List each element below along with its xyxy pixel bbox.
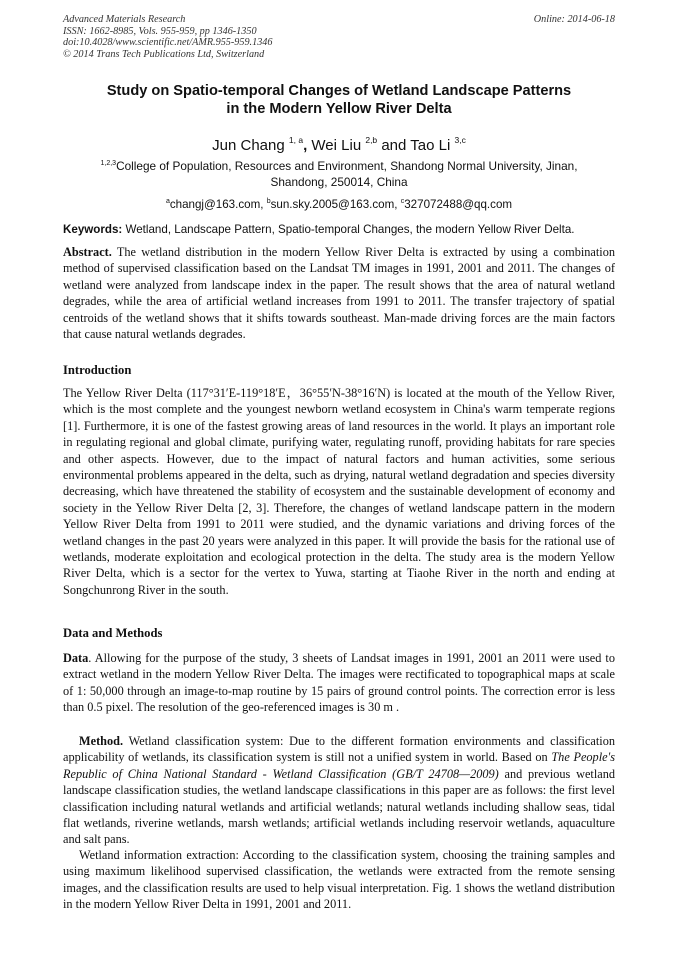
method-paragraph xyxy=(63,733,615,848)
title-line-1: Study on Spatio-temporal Changes of Wetland Landscape Patterns xyxy=(106,83,572,99)
keywords-text: Wetland, Landscape Pattern, Spatio-temporal Changes, the modern Yellow River Delta. xyxy=(122,223,575,236)
data-paragraph xyxy=(63,650,615,716)
email-b[interactable]: sun.sky.2005@163.com, xyxy=(270,198,401,211)
email-c-sup: c xyxy=(400,198,405,205)
author-and: and xyxy=(381,137,407,154)
author-3-name: Tao Li xyxy=(410,137,451,154)
author-1-sup: 1, a xyxy=(288,135,304,145)
issn-line: ISSN: 1662-8985, Vols. 955-959, pp 1346-1350 xyxy=(63,25,257,37)
author-2-name: Wei Liu xyxy=(311,137,362,154)
data-methods-heading: Data and Methods xyxy=(63,626,163,640)
author-1-name: Jun Chang xyxy=(212,137,285,154)
affiliation-line-1: College of Population, Resources and Environment, Shandong Normal University, Jinan, xyxy=(116,159,578,173)
email-a-sup: a xyxy=(165,198,170,205)
affiliation-line-2: Shandong, 250014, China xyxy=(270,175,408,189)
method-standard-title: The People's Republic of China National Standard - Wetland Classification (GB/T 24708—2009) xyxy=(63,750,615,781)
email-c[interactable]: 327072488@qq.com xyxy=(404,198,513,211)
email-a[interactable]: changj@163.com, xyxy=(169,198,267,211)
introduction-heading: Introduction xyxy=(63,363,132,377)
copyright-line: © 2014 Trans Tech Publications Ltd, Switzerland xyxy=(63,48,265,60)
journal-header xyxy=(63,14,615,60)
method-label: Method. xyxy=(79,734,124,748)
author-emails xyxy=(63,194,615,212)
title-line-2: in the Modern Yellow River Delta xyxy=(226,101,452,117)
doi-line: doi:10.4028/www.scientific.net/AMR.955-959.1346 xyxy=(63,37,273,49)
journal-name: Advanced Materials Research xyxy=(63,14,186,25)
keywords xyxy=(63,222,615,237)
keywords-label: Keywords: xyxy=(63,223,123,236)
extraction-paragraph: Wetland information extraction: According to the classification system, choosing the training samples and using maximum likelihood supervised classification, the wetlands were extracted from the remote sensing images, and the classification results are used to help visual interpretation. Fig. 1 shows the wetland distribution in the modern Yellow River Delta in 1991, 2001 and 2011. xyxy=(63,848,615,912)
affiliation-sup: 1,2,3 xyxy=(100,160,117,167)
author-2-sup: 2,b xyxy=(365,135,378,145)
abstract-text: The wetland distribution in the modern Yellow River Delta is extracted by using a combination method of supervised classification based on the Landsat TM images in 1991, 2001 and 2011. The changes of wetland were analyzed from landscape index in the paper. The result shows that the area of natural wetland degrades, while the area of artificial wetland increases from 1991 to 2011. The transfer trajectory of spatial centroids of the wetland shows that it shifts towards southeast. Man-made driving forces are the main factors that cause natural wetlands degrades. xyxy=(63,245,615,342)
method-text-2: and previous wetland landscape classification studies, the wetland landscape classifications in this paper are as follows: the first level classification including natural wetlands and artificial wetlands; natural wetlands including shallow seas, tidal flat wetlands, riverine wetlands, marsh wetlands; artificial wetlands including reservoir wetlands, aquaculture and salt pans. xyxy=(63,766,615,847)
method-text-1: Wetland classification system: Due to the different formation environments and classification applicability of wetlands, its classification system is still not a unified system in world. Based on xyxy=(63,734,615,765)
affiliation xyxy=(63,156,615,190)
author-list: Jun Chang $^{1, a}$, Wei Liu $^{2,b}$ and Tao Li $^{3,c}$ xyxy=(212,135,466,154)
author-3-sup: 3,c xyxy=(454,135,466,145)
abstract-label: Abstract. xyxy=(63,245,112,259)
email-b-sup: b xyxy=(266,198,271,205)
data-label: Data xyxy=(63,651,89,665)
online-date: Online: 2014-06-18 xyxy=(533,14,615,25)
data-text: . Allowing for the purpose of the study, 3 sheets of Landsat images in 1991, 2001 an 2011 were used to extract wetland in the modern Yellow River Delta. The images were rectificated to topographical maps at scale of 1: 50,000 through an image-to-map routine by 15 pairs of ground control points. The correction error is less than 0.5 pixel. The resolution of the geo-referenced images is 30 m . xyxy=(63,651,615,715)
paper-title xyxy=(63,82,615,118)
introduction-paragraph: The Yellow River Delta (117°31′E-119°18′E，36°55′N-38°16′N) is located at the mouth of the Yellow River, which is the most complete and the youngest newborn wetland ecosystem in China's warm temperate regions [1]. Furthermore, it is one of the fastest growing areas of land resources in the world. It plays an important role in regulating regional and global climate, purifying water, regulating runoff, providing habitats for rare species and other aspects. However, due to the impact of natural factors and human activities, some serious environmental problems appeared in the delta, such as drying, natural wetland degradation and species diversity decreasing, which have threatened the stability of ecosystem and the sustainable development of economy and society in the Yellow River Delta [2, 3]. Therefore, the changes of wetland landscape pattern in the modern Yellow River Delta from 1991 to 2011 were studied, and the dynamic variations and driving forces of the wetland changes in the past 20 years were analyzed in this paper. It will provide the basis for the rational use of wetlands, moderate exploitation and ecological protection in the delta. The study area is the modern Yellow River Delta, which is a sector for the vertex to Yuwa, starting at Tiaohe River in the north and ending at Songchunrong River in the south. xyxy=(63,386,615,597)
abstract xyxy=(63,244,615,342)
